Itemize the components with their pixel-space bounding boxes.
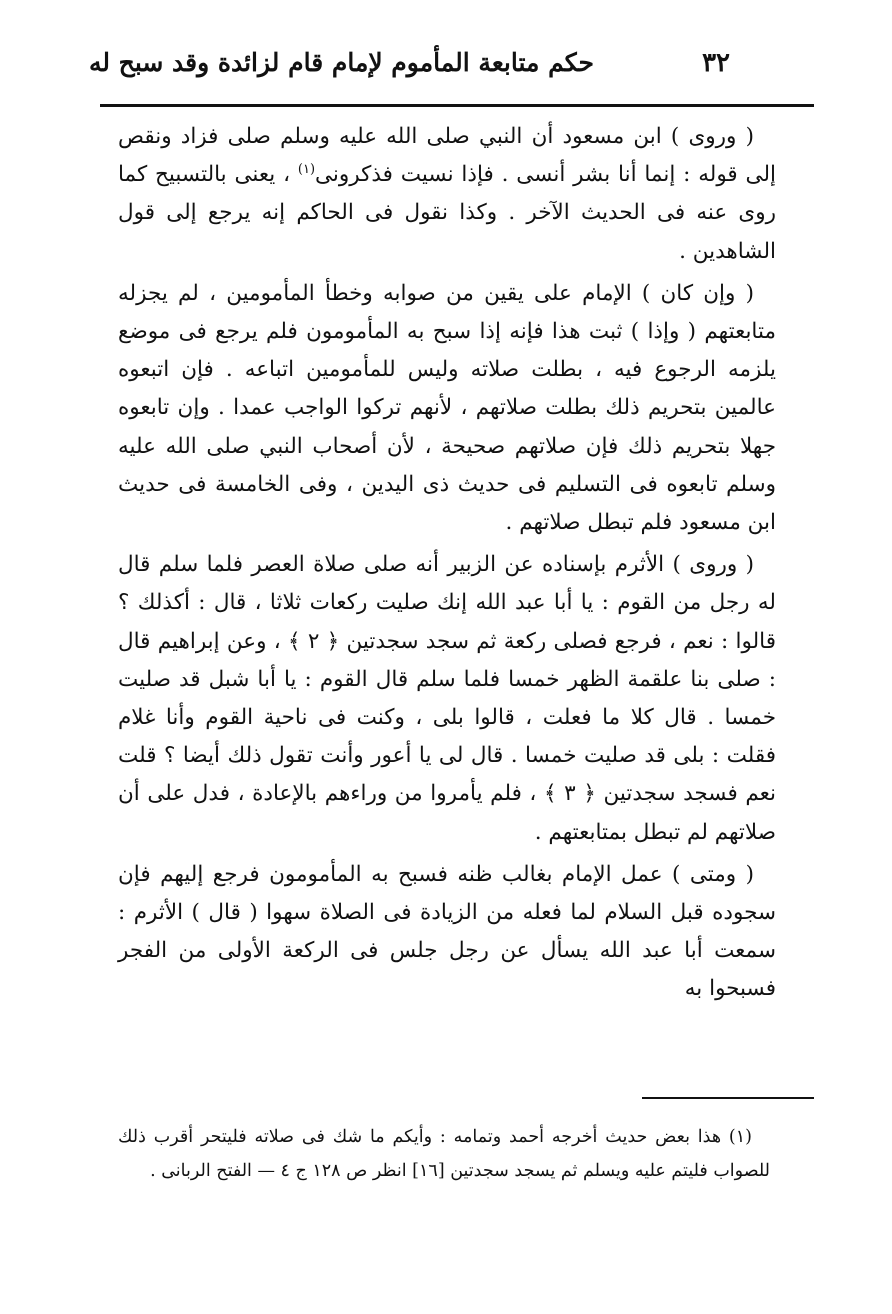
footnote-reference: (١) <box>297 162 316 178</box>
page-header <box>88 46 814 94</box>
running-title: حكم متابعة المأموم لإمام قام لزائدة وقد سبح له <box>88 48 594 77</box>
paragraph: ( وإن كان ) الإمام على يقين من صوابه وخطأ المأمومين ، لم يجزله متابعتهم ( وإذا ) ثبت هذا فإنه إذا سبح به المأمومون فلم يرجع فى موضع يلزمه الرجوع فيه ، بطلت صلاته وليس للمأمومين اتباعه . فإن اتبعوه عالمين بتحريم ذلك بطلت صلاتهم ، لأنهم تركوا الواجب عمدا . وإن تابعوه جهلا بتحريم ذلك فإن صلاتهم صحيحة ، لأن أصحاب النبي صلى الله عليه وسلم تابعوه فى التسليم فى حديث ذى اليدين ، وفى الخامسة فى حديث ابن مسعود فلم تبطل صلاتهم . <box>118 280 776 536</box>
footnote-rule <box>642 1097 814 1099</box>
paragraph <box>118 118 776 271</box>
paragraph: ( وروى ) الأثرم بإسناده عن الزبير أنه صلى صلاة العصر فلما سلم قال له رجل من القوم : يا أبا عبد الله إنك صليت ركعات ثلاثا ، قال : أكذلك ؟ قالوا : نعم ، فرجع فصلى ركعة ثم سجد سجدتين ﴿ ٢ ﴾ ، وعن إبراهيم قال : صلى بنا علقمة الظهر خمسا فلما سلم قال القوم : يا أبا شبل قد صليت خمسا . قال كلا ما فعلت ، قالوا بلى ، وكنت فى ناحية القوم وأنا غلام فقلت : بلى قد صليت خمسا . قال لى يا أعور وأنت تقول ذلك أيضا ؟ قلت نعم فسجد سجدتين ﴿ ٣ ﴾ ، فلم يأمروا من وراءهم بالإعادة ، فدل على أن صلاتهم لم تبطل بمتابعتهم . <box>118 552 776 845</box>
header-rule <box>100 104 814 107</box>
footnote <box>118 1120 770 1188</box>
paragraph: ( ومتى ) عمل الإمام بغالب ظنه فسبح به المأمومون فرجع إليهم فإن سجوده قبل السلام لما فعله من الزيادة فى الصلاة سهوا ( قال ) الأثرم : سمعت أبا عبد الله يسأل عن رجل جلس فى الركعة الأولى من الفجر فسبحوا به <box>118 861 776 1002</box>
paragraph-text: ، يعنى بالتسبيح كما روى عنه فى الحديث الآخر . وكذا نقول فى الحاكم إنه يرجع إلى قول الشاهدين . <box>118 162 776 264</box>
page-number: ٣٢ <box>702 48 730 78</box>
footnote-text: (١) هذا بعض حديث أخرجه أحمد وتمامه : وأيكم ما شك فى صلاته فليتحر أقرب ذلك للصواب فليتم عليه ويسلم ثم يسجد سجدتين [١٦] انظر ص ١٢٨ ج ٤ — الفتح الربانى . <box>118 1127 770 1181</box>
paragraph-text: ( وروى ) ابن مسعود أن النبي صلى الله عليه وسلم صلى فزاد ونقص إلى قوله : إنما أنا بشر أنسى . فإذا نسيت فذكرونى <box>118 124 776 188</box>
body-text <box>118 118 776 1013</box>
